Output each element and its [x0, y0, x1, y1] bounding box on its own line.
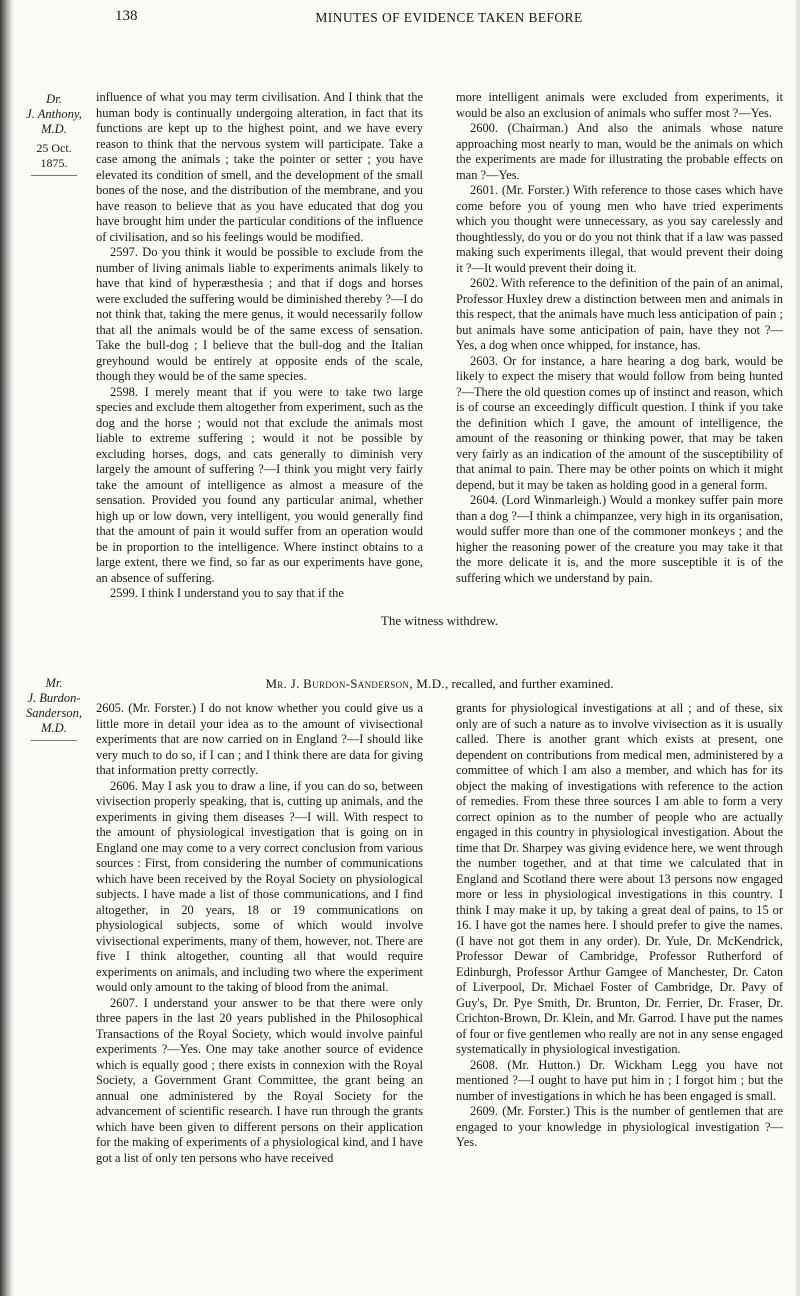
paragraph: 2605. (Mr. Forster.) I do not know whether you could give us a little more in detail your idea as to the amount of vivisectional experiments that are now carried on in England ?—I should like very much to do so, if I can ; and I think there are data for giving that information pretty correctly. [96, 701, 423, 777]
page-edge [796, 0, 800, 1296]
paragraph: 2607. I understand your answer to be that there were only three papers in the last 20 years published in the Philosophical Transactions of the Royal Society, which would involve painful experiments ?—Yes. One may take another source of evidence which is equally good ; there exists in connexion with the Royal Society, a Government Grant Committee, the grant being an annual one administered by the Royal Society for the advancement of scientific research. I have run through the grants which have been given to different persons on their application for the making of experiments of a physiological kind, and I have got a list of only ten persons who have received [96, 995, 423, 1165]
margin-note-witness-anthony [22, 92, 86, 176]
paragraph: 2602. With reference to the definition of the pain of an animal, Professor Huxley drew a distinction between men and animals in this respect, that the animals have much less anticipation of pain ; but animals have some anticipation of pain, have they not ?—Yes, a dog when once whipped, for instance, has. [456, 276, 783, 352]
page-binding-shadow [0, 0, 14, 1296]
witness-name: Mr. J. Burdon-Sanderson, M.D. [265, 676, 445, 691]
margin-date: 25 Oct. 1875. [36, 141, 72, 170]
margin-title: Dr. [46, 92, 62, 106]
paragraph: 2606. May I ask you to draw a line, if you can do so, between vivisection properly speaking, that is, cutting up animals, and the experiments in giving them diseases ?—I will. With respect to the amount of physiological investigation that is going on in England one may come to a very correct conclusion from various sources : First, from considering the number of communications which have been received by the Royal Society on physiological subjects. I have made a list of those communications, and I find altogether, in 20 years, 18 or 19 communications on physiological subjects, some of which would involve vivisectional experiments, many of them, however, not. There are five I think altogether, counting all that would require experiments on animals, and including two where the experiment would only amount to the taking of blood from the animal. [96, 778, 423, 994]
paragraph: 2603. Or for instance, a hare hearing a dog bark, would be likely to expect the misery that would follow from being hunted ?—There the old question comes up of instinct and reason, which is of course an exceedingly difficult question. I think if you take the definition which I gave, the amount of intelligence, the amount of the reasoning or thinking power, that may be taken very fairly as an indication of the amount of the susceptibility of that animal to pain. There may be other points on which it might depend, but it may be taken as holding good in a general form. [456, 353, 783, 492]
margin-note-witness-burdon-sanderson [22, 676, 86, 741]
margin-degree: M.D. [41, 721, 67, 735]
page-header [115, 8, 783, 34]
margin-title: Mr. [45, 676, 63, 690]
paragraph: 2600. (Chairman.) And also the animals whose nature approaching most nearly to man, would be the animals on which the experiments are made for illustrating the probable effects on man ?—Yes. [456, 121, 783, 182]
paragraph: grants for physiological investigations at all ; and of these, six only are of such a nature as to involve vivisection as it is usually called. There is another grant which exists at present, one dependent on contributions from medical men, administered by a committee of which I am also a member, and which has for its object the making of investigations with reference to the action of remedies. From these three sources I am able to form a very correct opinion as to the number of people who are actually engaged in this country in physiological investigation. About the time that Dr. Sharpey was giving evidence here, we went through the number together, and at that time we calculated that in England and Scotland there were about 13 persons now engaged more or less in physiological investigations in this country. I think I may make it up, by taking a great deal of pains, to 15 or 16. I have got the names here. I should prefer to give the names. (I have not got them in any order). Dr. Yule, Dr. McKendrick, Professor Dewar of Cambridge, Professor Rutherford of Edinburgh, Professor Arthur Gamgee of Manchester, Dr. Caton of Liverpool, Dr. Michael Foster of Cambridge, Dr. Pavy of Guy's, Dr. Pye Smith, Dr. Brunton, Dr. Ferrier, Dr. Fraser, Dr. Crichton-Brown, Dr. Klein, and Mr. Garrod. I have put the names of four or five gentlemen who really are not in any sense engaged systematically in physiological investigation. [456, 701, 783, 1056]
margin-name: Sanderson, [26, 706, 82, 720]
paragraph: 2608. (Mr. Hutton.) Dr. Wickham Legg you have not mentioned ?—I ought to have put him in ; I forgot him ; but the number of investigations in which he has been engaged is small. [456, 1057, 783, 1103]
running-head: MINUTES OF EVIDENCE TAKEN BEFORE [315, 10, 583, 25]
margin-rule [31, 175, 77, 176]
paragraph: more intelligent animals were excluded from experiments, it would be also an exclusion of animals who suffer most ?—Yes. [456, 90, 783, 120]
column-left-bottom [96, 701, 423, 1283]
margin-degree: M.D. [41, 122, 67, 136]
paragraph: 2597. Do you think it would be possible to exclude from the number of living animals liable to experiments animals likely to have that kind of hyperæsthesia ; and that if dogs and horses were excluded the suffering would be diminished thereby ?—I do not think that, taking the mere genus, it would necessarily follow that all the animals would be of the same excess of sensation. Take the bull-dog ; I believe that the bull-dog and the Italian greyhound would be entirely at opposite ends of the scale, though they would be of the same species. [96, 245, 423, 383]
column-right-top [456, 90, 783, 612]
column-right-bottom [456, 701, 783, 1283]
margin-name: J. Anthony, [26, 107, 82, 121]
column-left-top [96, 90, 423, 612]
margin-name: J. Burdon- [27, 691, 81, 705]
paragraph: influence of what you may term civilisation. And I think that the human body is continually undergoing alteration, in fact that its functions are kept up to the highest point, and we have every reason to think that the nervous system will participate. Take a case among the animals ; take the pointer or setter ; you have elevated its condition of smell, and the development of the small bones of the nose, and the distribution of the membrane, and you have reason to believe that as you have educated that dog you have brought him under the particular conditions of the influence of civilisation, and so his feelings would be modified. [96, 90, 423, 244]
paragraph: 2598. I merely meant that if you were to take two large species and exclude them altogether from experiment, such as the dog and the horse ; would not that exclude the animals most liable to extreme suffering ; would it not be possible by excluding horses, dogs, and cats generally to diminish very largely the amount of suffering ?—I think you might very fairly take the amount of intelligence as almost a measure of the sensation. Provided you found any particular animal, whether high up or low down, very intelligent, you would generally find that the amount of pain it would suffer from an operation would be in proportion to the intelligence. Where instinct obtains to a large extent, there we find, so far as our experiments have gone, an absence of suffering. [96, 384, 423, 585]
witness-recalled-heading [96, 676, 783, 692]
paragraph: 2604. (Lord Winmarleigh.) Would a monkey suffer pain more than a dog ?—I think a chimpanzee, very high in its organisation, would suffer more than one of the commoner monkeys ; and the higher the reasoning power of the creature you may take it that the more delicate it is, and the more susceptible it is of the suffering which we understand by pain. [456, 493, 783, 585]
recalled-suffix: , recalled, and further examined. [444, 676, 614, 691]
paragraph: 2599. I think I understand you to say that if the [110, 586, 344, 600]
paragraph: 2609. (Mr. Forster.) This is the number of gentlemen that are engaged to your knowledge in physiological investigation ?—Yes. [456, 1104, 783, 1149]
margin-rule [31, 740, 77, 741]
page-number: 138 [115, 8, 138, 24]
witness-withdrew-line: The witness withdrew. [380, 613, 499, 628]
paragraph: 2601. (Mr. Forster.) With reference to those cases which have come before you of young men who have tried experiments which you thought were unnecessary, as you say carelessly and thoughtlessly, do you or do you not think that if a law was passed making such experiments illegal, that would prevent their doing it ?—It would prevent their doing it. [456, 183, 783, 275]
